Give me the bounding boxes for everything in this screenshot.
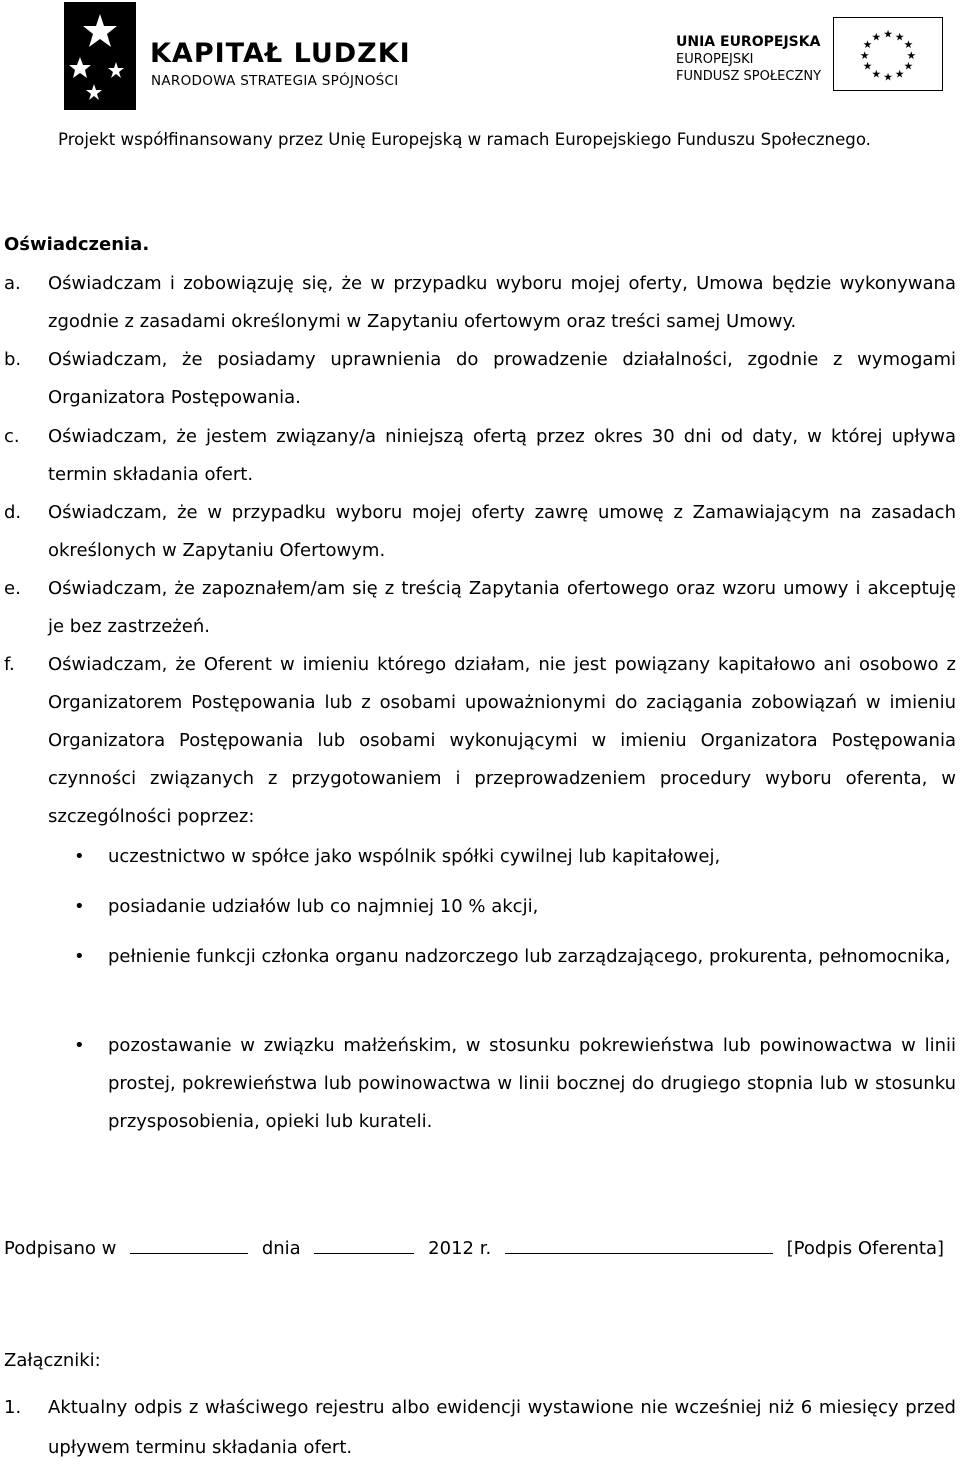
place-blank xyxy=(130,1235,248,1254)
svg-text:★: ★ xyxy=(883,70,893,84)
section-title: Oświadczenia. xyxy=(4,234,150,255)
svg-text:★: ★ xyxy=(894,67,905,81)
project-statement: Projekt współfinansowany przez Unię Europejską w ramach Europejskiego Funduszu Społecznego. xyxy=(58,130,871,149)
svg-text:★: ★ xyxy=(871,30,882,44)
date-label: dnia xyxy=(261,1238,301,1259)
page-header xyxy=(0,0,960,160)
signature-label: [Podpis Oferenta] xyxy=(786,1238,945,1259)
kapital-ludzki-title: KAPITAŁ LUDZKI xyxy=(150,38,411,69)
svg-text:★: ★ xyxy=(883,27,893,41)
bullet-icon: • xyxy=(74,896,85,917)
eu-label: UNIA EUROPEJSKA EUROPEJSKI FUNDUSZ SPOŁECZNY xyxy=(676,34,822,84)
date-blank xyxy=(314,1235,414,1254)
svg-text:★: ★ xyxy=(903,38,914,52)
signed-in-label: Podpisano w xyxy=(4,1238,117,1259)
svg-text:★: ★ xyxy=(871,67,882,81)
svg-text:★: ★ xyxy=(906,48,917,62)
attachments-title: Załączniki: xyxy=(4,1350,101,1371)
year-label: 2012 r. xyxy=(428,1238,492,1259)
svg-text:★: ★ xyxy=(894,30,905,44)
bullet-icon: • xyxy=(74,946,85,967)
signature-line xyxy=(4,1235,944,1259)
bullet-icon: • xyxy=(74,846,85,867)
svg-text:★: ★ xyxy=(859,48,870,62)
svg-text:★: ★ xyxy=(862,59,873,73)
kapital-ludzki-logo xyxy=(64,2,136,110)
signature-blank xyxy=(505,1235,773,1254)
eu-flag-icon xyxy=(833,17,943,91)
svg-text:★: ★ xyxy=(903,59,914,73)
svg-text:★: ★ xyxy=(862,38,873,52)
bullet-icon: • xyxy=(74,1035,85,1056)
kapital-ludzki-subtitle: NARODOWA STRATEGIA SPÓJNOŚCI xyxy=(151,73,399,89)
